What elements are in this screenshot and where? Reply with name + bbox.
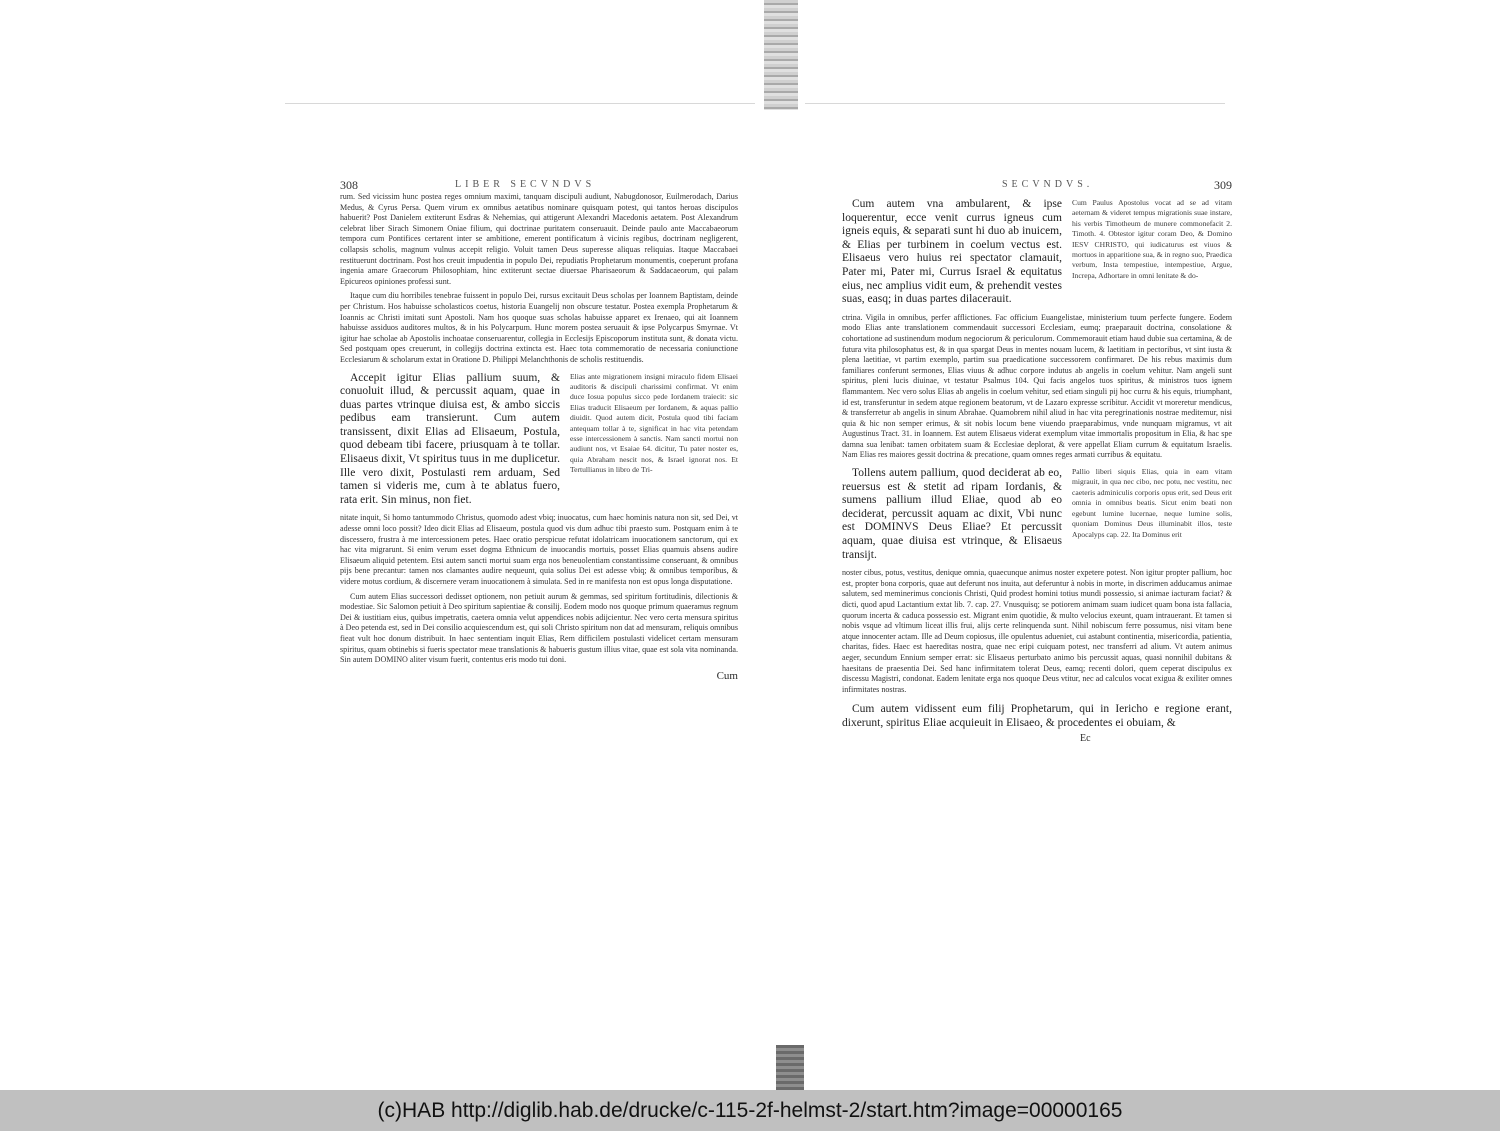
left-paragraph-2: Itaque cum diu horribiles tenebrae fuissent in populo Dei, rursus excitauit Deus scholas per Ioannem Baptistam, deinde per Christum. Hos habuisse scholasticos coetus, historia Euangelij non obscure testatur. Postea exempla Prophetarum & Ioannis ac Christi imitati sunt Apostoli. Nam hos quoque suas scholas habuisse apparet ex Irenaeo, qui ait Ioannem habuisse assiduos auditores multos, & in his Polycarpum. Hunc morem postea seruauit & ipse Polycarpus Smyrnae. Vt igitur hae scholae ab Apostolis inchoatae conseruarentur, collegia in Ecclesijs Episcoporum instituta sunt, & donata victu. Sed postquam opes creuerunt, in collegijs doctrina extincta est. Haec tota commemoratio de necessaria coniunctione Ecclesiarum & scholarum extat in Oratione D. Philippi Melanchthonis de scholis restituendis. bbox=[340, 291, 738, 364]
left-paragraph-4: Cum autem Elias successori dedisset optionem, non petiuit aurum & gemmas, sed spiritum fortitudinis, dilectionis & modestiae. Sic Salomon petiuit à Deo spiritum sapientiae & consilij. Eodem modo nos quoque primum quaeramus regnum Dei & iustitiam eius, quibus impetratis, caetera omnia velut appendices nobis adijcientur. Nec vero certa mensura spiritus à Deo petenda est, sed in Dei consilio acquiescendum est, qui soli Christo spiritum non dat ad mensuram, reliquis omnibus fieat vult hoc donum distribuit. In haec sententiam inquit Elias, Rem difficilem postulasti videlicet certam mensuram spiritus, quam obtinebis si fueris spectator meae translationis & habueris gustum illius vitae, quae est sola vita nominanda. Sin autem DOMINO aliter visum fuerit, contentus eris modo tui doni. bbox=[340, 591, 738, 665]
right-verse-text-2: Tollens autem pallium, quod deciderat ab eo, reuersus est & stetit ad ripam Iordanis, & sumens pallium illud Eliae, quod ab eo deciderat, percussit aquam ac dixit, Vbi nunc est DOMINVS Deus Eliae? Et percussit aquam, quae diuisa est vtrinque, & Elisaeus transijt. bbox=[842, 467, 1062, 561]
right-catchword: Ec bbox=[1080, 732, 1091, 744]
right-page bbox=[842, 178, 1232, 744]
right-verse-text-3: Cum autem vidissent eum filij Prophetarum, qui in Iericho e regione erant, dixerunt, spiritus Eliae acquieuit in Elisaeo, & procedentes ei obuiam, & bbox=[842, 703, 1232, 729]
page-edge-left bbox=[285, 103, 755, 104]
left-verse-block bbox=[340, 372, 738, 508]
left-catchword: Cum bbox=[716, 669, 738, 682]
left-page bbox=[340, 178, 738, 682]
left-verse-text: Accepit igitur Elias pallium suum, & conuoluit illud, & percussit aquam, quae in duas partes vtrinque diuisa est, & ambo siccis pedibus eam transierunt. Cum autem transissent, dixit Elias ad Elisaeum, Postula, quod debeam tibi facere, priusquam à te tollar. Elisaeus dixit, Vt spiritus tuus in me duplicetur. Ille vero dixit, Postulasti rem arduam, Sed tamen si videris me, cum à te ablatus fuero, rata erit. Sin minus, non fiet. bbox=[340, 371, 560, 506]
right-page-number: 309 bbox=[1214, 178, 1232, 192]
right-verse-text-1: Cum autem vna ambularent, & ipse loquerentur, ecce venit currus igneus cum igneis equis, & separati sunt hi duo ab inuicem, & Elias per turbinem in coelum vectus est. Elisaeus vero huius rei spectator clamauit, Pater mi, Pater mi, Currus Israel & equitatus eius, nec amplius vidit eum, & prehendit vestes suas, easq; in duas partes dilacerauit. bbox=[842, 198, 1062, 306]
right-paragraph-2: noster cibus, potus, vestitus, denique omnia, quaecunque animus noster expetere potest. Non igitur propter pallium, hoc est, propter bona corporis, quae aut deferunt nos inuita, aut deferuntur à nobis in morte, in discrimen adducamus animae salutem, sed meminerimus concionis Christi, Quid prodest homini totius mundi possessio, si animae iacturam faciat? & dicti, quod apud Lactantium extat lib. 7. cap. 27. Vnusquisq; se potiorem animam suam iudicet quam bona ista fallacia, quorum incerta & caduca possessio est. Migrant enim quotidie, & multo velocius exeunt, quam intrauerant. Et tamen si nobis vsque ad vltimum liceat illis frui, alijs certe relinquenda sunt. Nihil nobiscum ferre possumus, nisi vitam bene atque innocenter actam. Ille ad Deum copiosus, ille opulentus adueniet, cui astabunt continentia, misericordia, patientia, charitas, fides. Haec est haereditas nostra, quae nec eripi cuiquam potest, nec transferri ad alium. Vt autem animus aeger, secundum Ennium semper errat: sic Elisaeus perturbato animo bis percussit aquas, quasi nonnihil dubitans & haesitans de praesentia Dei. Sed hanc infirmitatem tolerat Deus, eamq; recenti dolori, quem ceperat discipulus ex discessu Magistri, condonat. Eadem lenitate erga nos quoque Deus vtitur, nec ad calculos vocat exigua & exiliter omnes infirmitates nostras. bbox=[842, 568, 1232, 694]
left-paragraph-1: rum. Sed vicissim hunc postea reges omnium maximi, tanquam discipuli audiunt, Nabugdonosor, Euilmerodach, Darius Medus, & Cyrus Persa. Quem virum ex omnibus aetatibus nominare quisquam potest, qui tantos heroas discipulos habuerit? Post Danielem extiterunt Esdras & Nehemias, qui attigerunt Alexandri Macedonis aetatem. Post Alexandrum celebrat liber Sirach Simonem Oniae filium, qui doctrinae puritatem conseruauit. Deinde paulo ante Maccabaeorum tempora cum Pontifices certarent inter se ambitione, emerent pontificatum à vicinis regibus, doctrinam negligerent, collapsis scholis, magnum vulnus accepit religio. Voluit tamen Deus superesse aliquas reliquias. Itaque Maccabaei restituerunt doctrinam. Post hos creuit impudentia in populo Dei, repudiatis Prophetarum monumentis, coeperunt profana ingenia amare Graecorum Philosophiam, hinc extiterunt sectae diuersae Pharisaeorum & Saddacaeorum, qui palam Epicureos opiniones professi sunt. bbox=[340, 192, 738, 286]
right-verse-gloss-2: Pallio liberi siquis Elias, quia in eam vitam migrauit, in qua nec cibo, nec potu, nec vestitu, nec caeteris adminiculis corporis opus erit, sed Deus erit omnia in omnibus beatis. Sicut enim beati non egebunt lumine lucernae, neque lumine solis, quoniam Dominus Deus illuminabit illos, teste Apocalyps cap. 22. Ita Dominus erit bbox=[1072, 467, 1232, 539]
left-running-head bbox=[340, 178, 738, 192]
right-catchword-line bbox=[842, 733, 1232, 744]
gutter-shadow-bottom bbox=[776, 1045, 804, 1092]
right-verse-block-1 bbox=[842, 198, 1232, 307]
gutter-shadow-top bbox=[764, 0, 798, 110]
left-page-number: 308 bbox=[340, 178, 358, 192]
right-verse-block-2 bbox=[842, 467, 1232, 562]
left-verse-gloss: Elias ante migrationem insigni miraculo fidem Elisaei auditoris & discipuli charissimi confirmat. Vt enim duce Iosua populus sicco pede Iordanem traiecit: sic Elias traducit Elisaeum per Iordanem, & aquas pallio diuidit. Quod autem dicit, Postula quod tibi faciam antequam tollar à te, significat in hac vita petendam esse intercessionem à sanctis. Nam sancti mortui non audiunt nos, vt Esaiae 64. dicitur, Tu pater noster es, quia Abraham nescit nos, & Israel ignorat nos. Et Tertullianus in libro de Tri- bbox=[570, 371, 738, 475]
page-edge-right bbox=[805, 103, 1225, 104]
right-verse-gloss-1: Cum Paulus Apostolus vocat ad se ad vitam aeternam & videret tempus migrationis suae instare, his verbis Timotheum de munere commonefacit 2. Timoth. 4. Obtestor igitur coram Deo, & Domino IESV CHRISTO, qui iudicaturus est viuos & mortuos in apparitione sua, & in regno suo, Praedica verbum, Insta tempestiue, intempestiue, Argue, Increpa, Adhortare in omni lenitate & do- bbox=[1072, 198, 1232, 280]
right-running-head bbox=[842, 178, 1232, 192]
left-running-title: LIBER SECVNDVS bbox=[455, 179, 596, 190]
right-running-title: SECVNDVS. bbox=[1002, 179, 1094, 190]
left-paragraph-3: nitate inquit, Si homo tantummodo Christus, quomodo adest vbiq; inuocatus, cum haec hominis natura non sit, sed Dei, vt adesse omni loco possit? Ideo dicit Elias ad Elisaeum, postula quod vis dum adhuc tibi praesto sum. Postquam enim à te discessero, frustra à me intercessionem petes. Haec oratio perspicue refutat idolatricam inuocationem sanctorum, qui ex hac vita migrarunt. Si enim verum esset dogma Ethnicum de inuocandis mortuis, posset Elias quamuis absens audire Elisaeum aliquid petentem. Etsi autem sancti mortui suam erga nos beneuolentiam constantissime conseruant, & omnibus pijs bene precantur: tamen nos clamantes audire nequeunt, quia solius Dei est adesse vbiq; & omnibus temporibus, & videre motus cordium, & discernere veram inuocationem à simulata. Sed in re manifesta non est opus longa disputatione. bbox=[340, 513, 738, 586]
copyright-footer: (c)HAB http://diglib.hab.de/drucke/c-115-2f-helmst-2/start.htm?image=00000165 bbox=[0, 1090, 1500, 1131]
right-paragraph-1: ctrina. Vigila in omnibus, perfer afflictiones. Fac officium Euangelistae, ministerium tuum perfecte fungere. Eodem modo Elias ante translationem commendauit successori Ecclesiam, eumq; praeparauit doctrina, consolatione & cohortatione ad sustinendum modum negociorum & periculorum. Commemorauit etiam haud dubie sua certamina, & de futura vita philosophatus est, & in qua spargat Deus in mentes nouam lucem, & laetitiam in pectoribus, vt sint iusta & plena laetitiae, vt partim exemplo, partim sua praedicatione successorem confirmaret. De his rebus maximis dum familiares conferunt sermones, Elias viuus & adhuc corpore indutus ab angelis in coelum vehitur. Nam angeli sunt spiritus, pleni lucis diuinae, vt testatur Psalmus 104. Qui facis angelos tuos spiritus, & ministros tuos ignem flammantem. Nec vero solus Elias ab angelis in coelum vehitur, sed etiam singuli pij hoc curru & his equis, triumphant, id est, transferuntur in sedem atque regionem beatorum, vt de Lazaro expresse scribitur. Accidit vt moreretur mendicus, & transferretur ab angelis in sinum Abrahae. Quamobrem nihil aliud in hac vita peregrinationis nostrae meditemur, nisi quia & hic non semper erimus, & sit nobis locum bene viuendo praeparabimus, vnde nunquam migramus, vt ait Augustinus Tract. 31. in Ioannem. Est autem Elisaeus viderat exemplum vitae immortalis propositum in Elia, & hac spe damna sua lenibat: tamen orbitatem suam & Ecclesiae deplorat, & vere appellat Eliam currum & equitatum Israelis. Nam Elias res maiores gessit doctrina & precatione, quam omnes reges armati curribus & equitatu. bbox=[842, 312, 1232, 460]
